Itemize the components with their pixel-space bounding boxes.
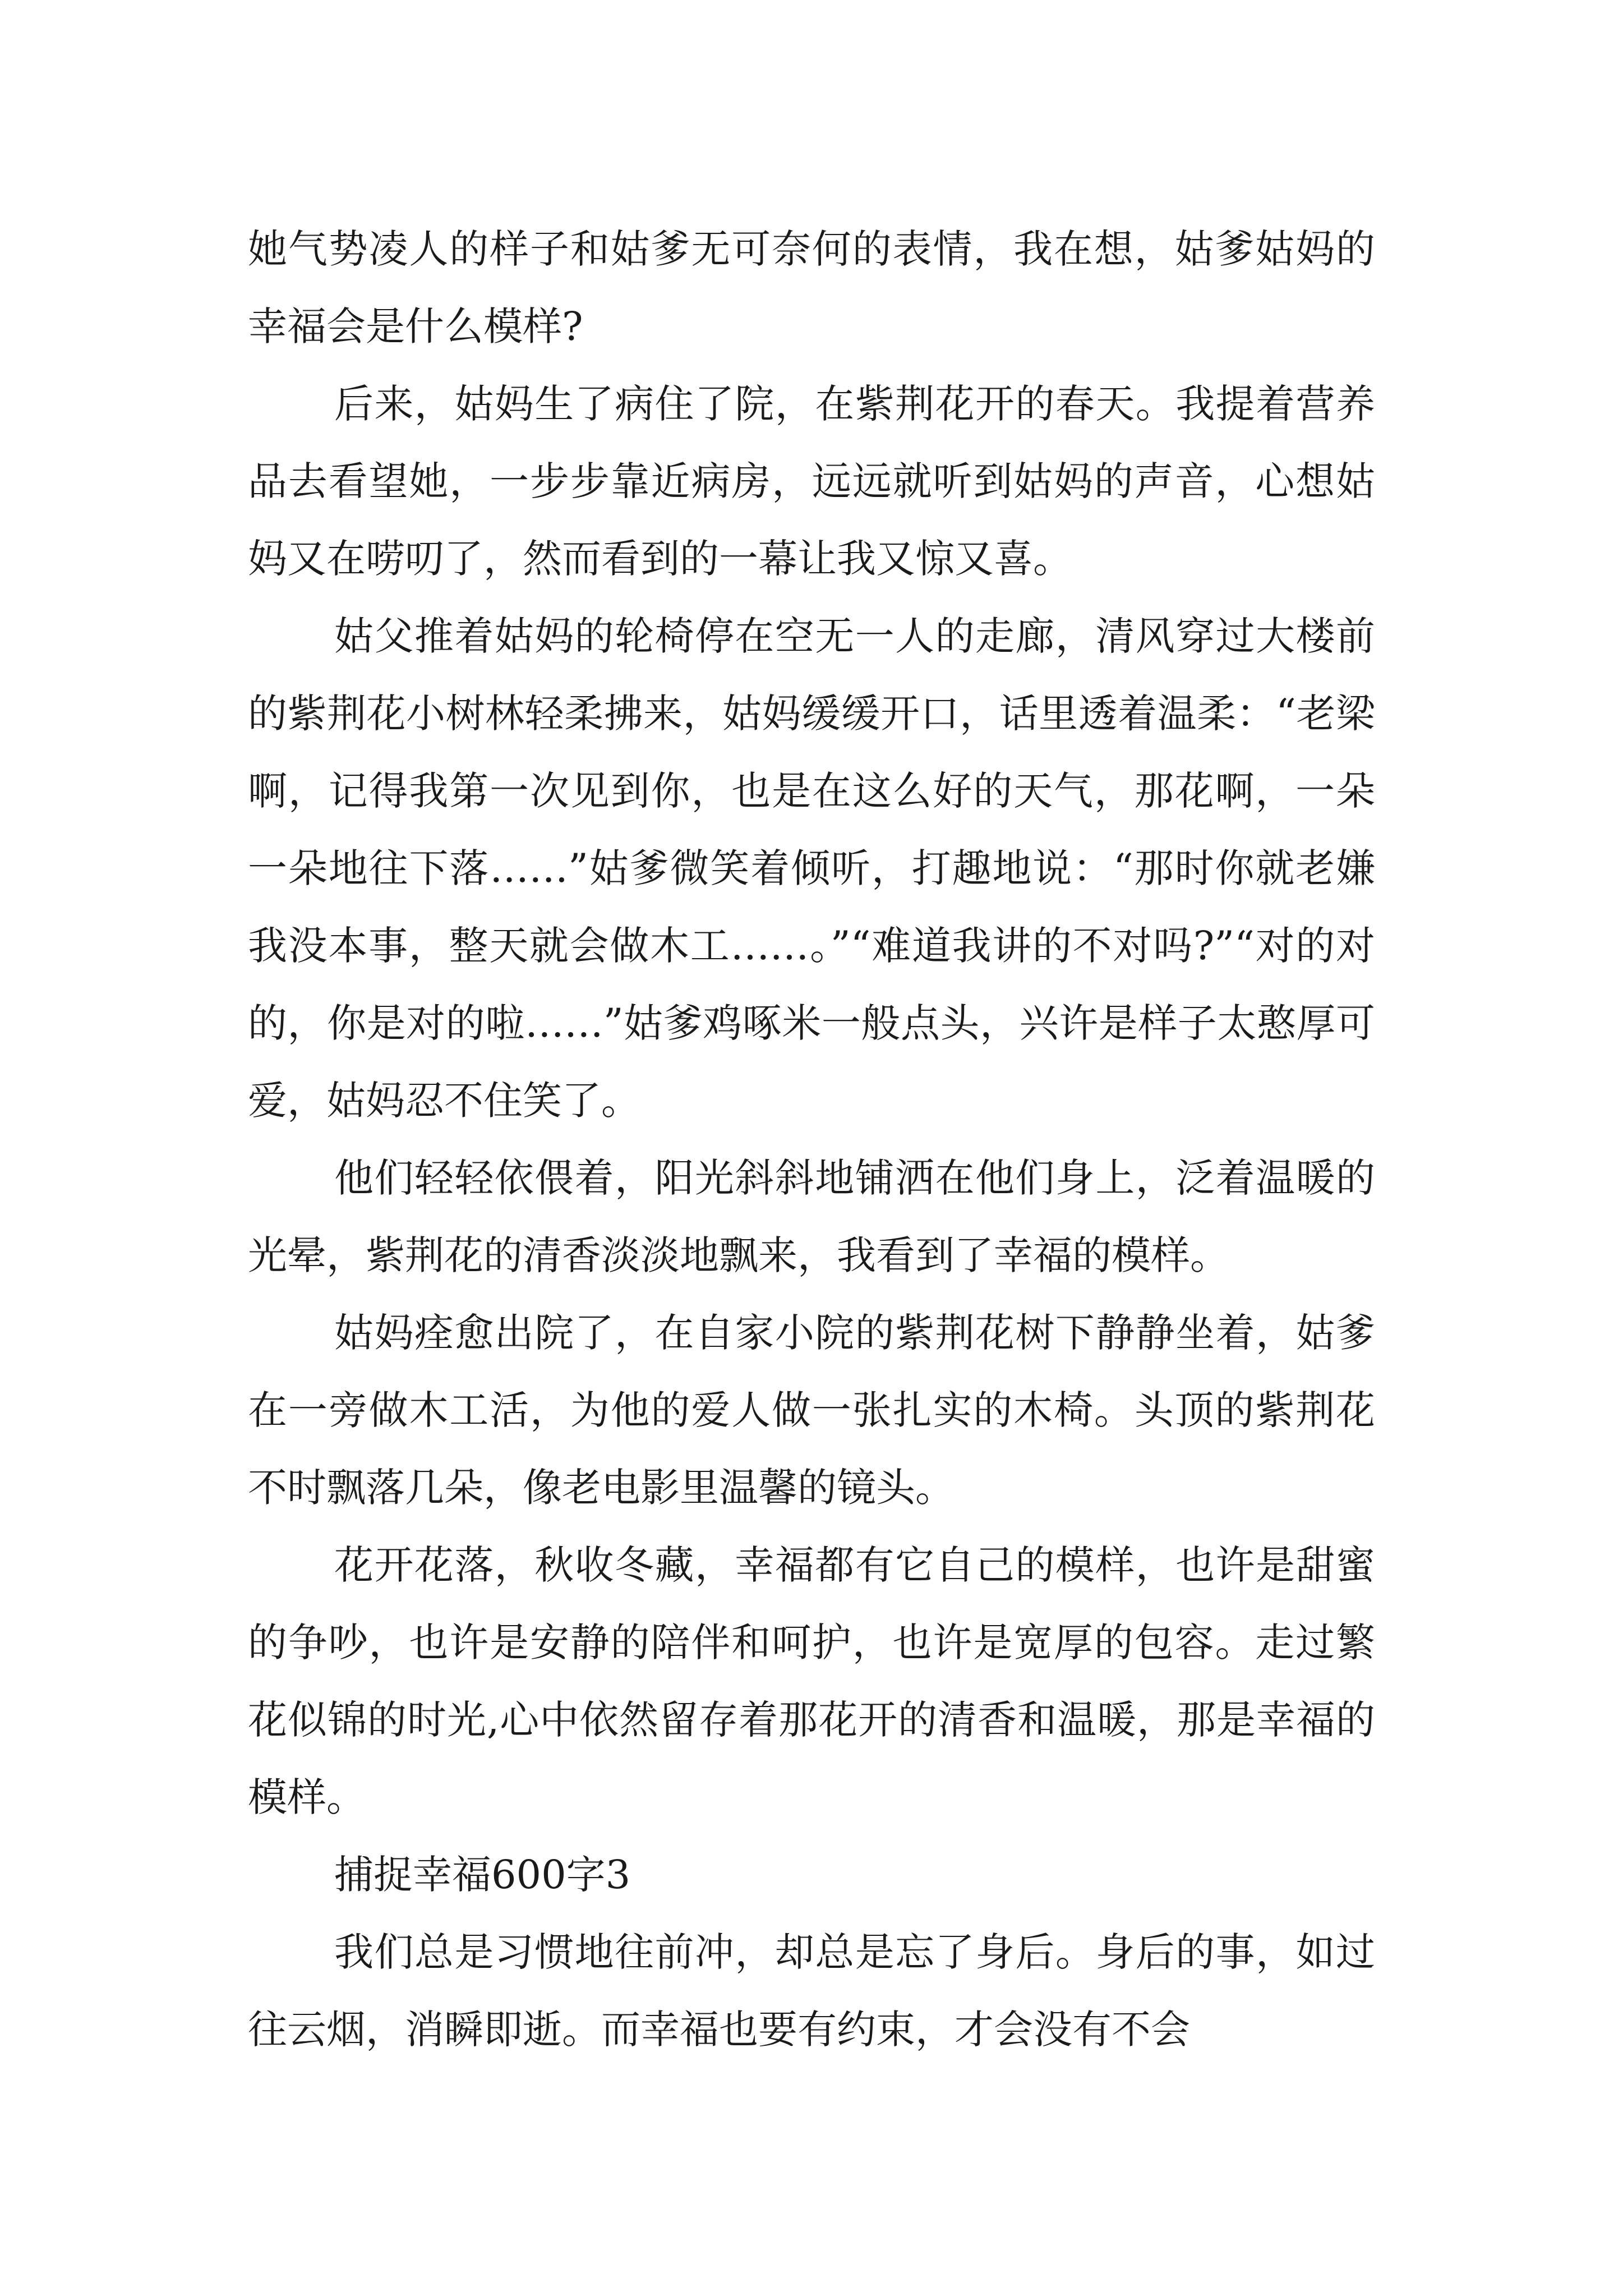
paragraph: 后来，姑妈生了病住了院，在紫荆花开的春天。我提着营养品去看望她，一步步靠近病房，远远就听到姑妈的声音，心想姑妈又在唠叨了，然而看到的一幕让我又惊又喜。 <box>248 381 1375 582</box>
paragraph: 姑妈痊愈出院了，在自家小院的紫荆花树下静静坐着，姑爹在一旁做木工活，为他的爱人做一张扎实的木椅。头顶的紫荆花不时飘落几朵，像老电影里温馨的镜头。 <box>248 1310 1375 1511</box>
paragraph: 花开花落，秋收冬藏，幸福都有它自己的模样，也许是甜蜜的争吵，也许是安静的陪伴和呵护，也许是宽厚的包容。走过繁花似锦的时光,心中依然留存着那花开的清香和温暖，那是幸福的模样。 <box>248 1542 1375 1820</box>
paragraph: 他们轻轻依偎着，阳光斜斜地铺洒在他们身上，泛着温暖的光晕，紫荆花的清香淡淡地飘来，我看到了幸福的模样。 <box>248 1155 1375 1278</box>
section-heading: 捕捉幸福600字3 <box>334 1852 631 1898</box>
paragraph: 姑父推着姑妈的轮椅停在空无一人的走廊，清风穿过大楼前的紫荆花小树林轻柔拂来，姑妈缓缓开口，话里透着温柔：“老梁啊，记得我第一次见到你，也是在这么好的天气，那花啊，一朵一朵地往下落……”姑爹微笑着倾听，打趣地说：“那时你就老嫌我没本事，整天就会做木工……。”“难道我讲的不对吗?”“对的对的，你是对的啦……”姑爹鸡啄米一般点头，兴许是样子太憨厚可爱，姑妈忍不住笑了。 <box>248 613 1375 1124</box>
paragraph: 我们总是习惯地往前冲，却总是忘了身后。身后的事，如过往云烟，消瞬即逝。而幸福也要有约束，才会没有不会 <box>248 1929 1375 2053</box>
paragraph-continuation: 她气势凌人的样子和姑爹无可奈何的表情，我在想，姑爹姑妈的幸福会是什么模样? <box>248 226 1375 349</box>
document-body <box>248 210 1375 2068</box>
